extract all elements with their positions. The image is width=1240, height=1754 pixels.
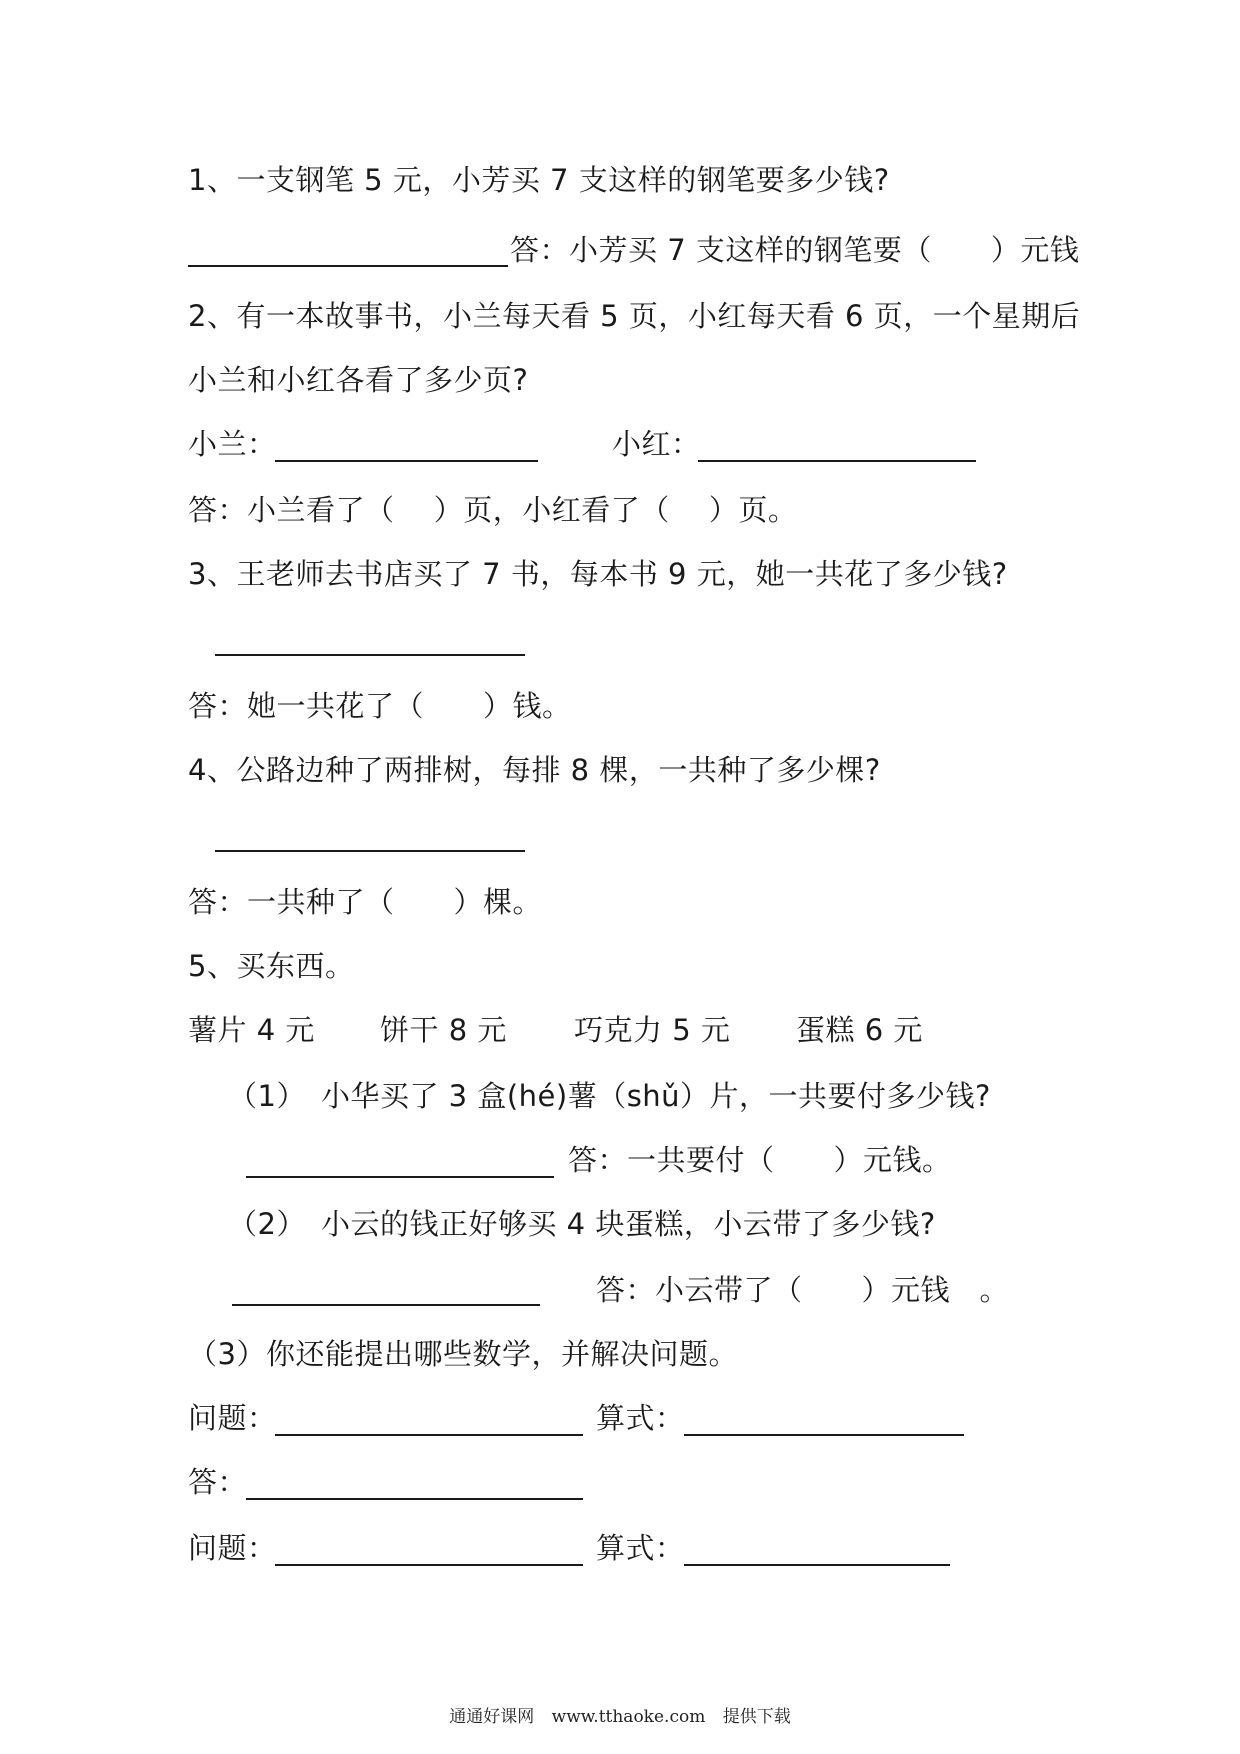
q5-label-question-2: 问题： [188,1531,277,1565]
q5-title: 5、买东西。 [188,949,355,983]
q1-answer: 答：小芳买 7 支这样的钢笔要（ ）元钱 [510,233,1080,267]
q4-question: 4、公路边种了两排树，每排 8 棵，一共种了多少棵? [188,753,881,787]
q5-question-blank-2[interactable] [275,1564,583,1566]
q2-xiaohong-blank[interactable] [698,460,976,462]
q5-label-formula-2: 算式： [596,1531,685,1565]
q4-blank[interactable] [215,850,525,852]
q4-answer: 答：一共种了（ ）棵。 [188,885,543,919]
q5-label-answer: 答： [188,1465,248,1499]
footer-site-name: 通通好课网 [449,1707,535,1727]
q5-sub1-answer: 答：一共要付（ ）元钱。 [568,1143,952,1177]
q2-question-line2: 小兰和小红各看了多少页? [188,363,529,397]
q5-label-question-1: 问题： [188,1401,277,1435]
q2-label-xiaohong: 小红： [612,427,701,461]
q2-question-line1: 2、有一本故事书，小兰每天看 5 页，小红每天看 6 页，一个星期后 [188,299,1081,333]
q5-sub3-question: （3）你还能提出哪些数学，并解决问题。 [188,1337,738,1371]
q1-question: 1、一支钢笔 5 元，小芳买 7 支这样的钢笔要多少钱? [188,163,890,197]
q5-formula-blank-2[interactable] [684,1564,950,1566]
q5-sub1-blank[interactable] [246,1176,554,1178]
q5-question-blank-1[interactable] [275,1434,583,1436]
q5-formula-blank-1[interactable] [684,1434,964,1436]
q5-item-biscuits: 饼干 8 元 [380,1013,507,1047]
q2-xiaolan-blank[interactable] [275,460,538,462]
q5-item-chips: 薯片 4 元 [188,1013,315,1047]
q5-sub2-answer: 答：小云带了（ ）元钱 。 [596,1273,1010,1307]
footer-suffix: 提供下载 [722,1707,791,1727]
q5-item-cake: 蛋糕 6 元 [796,1013,923,1047]
q3-blank[interactable] [215,654,525,656]
q2-label-xiaolan: 小兰： [188,427,277,461]
q5-label-formula-1: 算式： [596,1401,685,1435]
q3-question: 3、王老师去书店买了 7 书，每本书 9 元，她一共花了多少钱? [188,557,1008,591]
footer-url: www.tthaoke.com [551,1707,706,1727]
q1-answer-blank[interactable] [188,265,508,267]
page-footer [0,1702,1240,1727]
q5-sub1-question: （1） 小华买了 3 盒(hé)薯（shǔ）片，一共要付多少钱? [228,1079,991,1113]
q5-answer-blank[interactable] [246,1498,583,1500]
q5-sub2-question: （2） 小云的钱正好够买 4 块蛋糕，小云带了多少钱? [228,1207,936,1241]
q2-answer: 答：小兰看了（ ）页，小红看了（ ）页。 [188,493,798,527]
q3-answer: 答：她一共花了（ ）钱。 [188,689,572,723]
q5-sub2-blank[interactable] [232,1304,540,1306]
q5-item-chocolate: 巧克力 5 元 [574,1013,731,1047]
